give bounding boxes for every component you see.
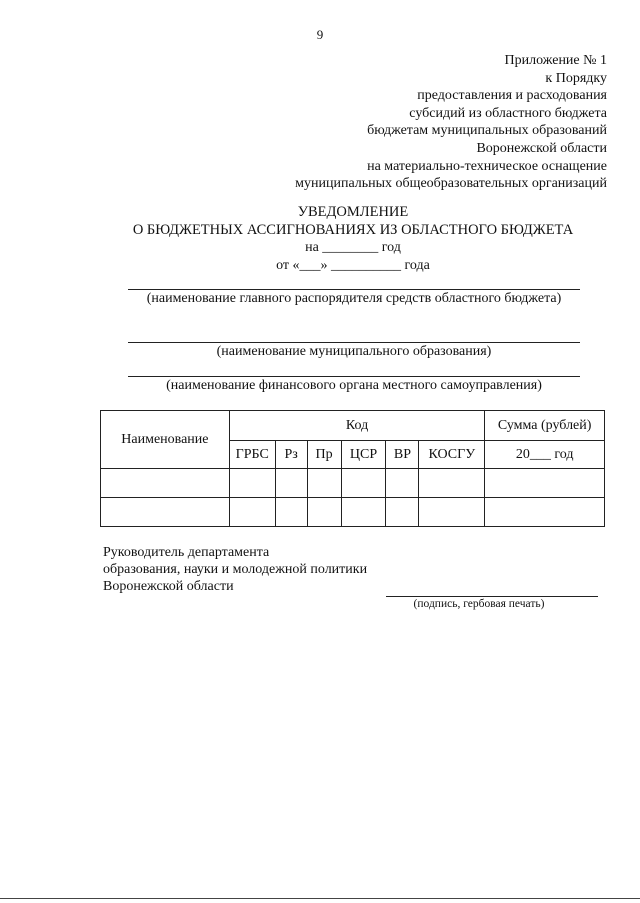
table-row: [101, 469, 605, 498]
appendix-line: Воронежской области: [476, 140, 607, 156]
document-subtitle: О БЮДЖЕТНЫХ АССИГНОВАНИЯХ ИЗ ОБЛАСТНОГО БЮДЖЕТА: [132, 221, 574, 238]
table-cell: [485, 469, 605, 498]
date-line: от «___» __________ года: [276, 257, 430, 273]
municipality-blank-line: [128, 342, 580, 343]
appendix-line: предоставления и расходования: [417, 88, 607, 104]
code-col-vr: ВР: [386, 441, 419, 469]
code-col-grbs: ГРБС: [229, 441, 275, 469]
table-cell: [386, 469, 419, 498]
table-cell: [229, 498, 275, 527]
year-line: на ________ год: [305, 240, 401, 255]
signer-line: образования, науки и молодежной политики: [103, 562, 368, 577]
code-col-csr: ЦСР: [341, 441, 386, 469]
code-col-pr: Пр: [307, 441, 341, 469]
table-cell: [485, 498, 605, 527]
table-cell: [229, 469, 275, 498]
table-cell: [307, 469, 341, 498]
table-cell: [275, 469, 307, 498]
table-cell: [341, 469, 386, 498]
table-cell: [275, 498, 307, 527]
appendix-block: [295, 52, 607, 193]
table-cell: [101, 469, 230, 498]
document-title: УВЕДОМЛЕНИЕ: [297, 204, 409, 220]
appendix-line: Приложение № 1: [504, 53, 607, 68]
signature-block: [103, 544, 367, 595]
appendix-line: к Порядку: [545, 70, 607, 86]
municipality-caption: (наименование муниципального образования): [216, 344, 492, 359]
table-cell: [419, 469, 485, 498]
table-cell: [307, 498, 341, 527]
appendix-line: на материально-техническое оснащение: [367, 158, 607, 174]
year-header: 20___ год: [485, 441, 605, 469]
code-col-kosgu: КОСГУ: [419, 441, 485, 469]
finance-body-caption: (наименование финансового органа местного самоуправления): [166, 378, 542, 393]
signature-blank-line: [386, 596, 598, 597]
code-col-rz: Рз: [275, 441, 307, 469]
signature-caption: (подпись, гербовая печать): [413, 598, 545, 610]
finance-body-blank-line: [128, 376, 580, 377]
appendix-line: муниципальных общеобразовательных организаций: [295, 176, 607, 192]
sum-header: Сумма (рублей): [485, 411, 605, 441]
table-row: [101, 498, 605, 527]
table-cell: [101, 498, 230, 527]
document-heading: [0, 204, 640, 274]
signer-line: Руководитель департамента: [103, 545, 270, 560]
distributor-blank-line: [128, 289, 580, 290]
page-number: 9: [316, 27, 324, 42]
code-header: Код: [229, 411, 485, 441]
appropriations-table: [100, 410, 605, 527]
signer-line: Воронежской области: [103, 579, 234, 594]
appendix-line: субсидий из областного бюджета: [409, 105, 607, 121]
name-header: Наименование: [101, 411, 230, 469]
page-bottom-edge: [0, 898, 640, 899]
distributor-caption: (наименование главного распорядителя средств областного бюджета): [146, 291, 562, 306]
table-cell: [341, 498, 386, 527]
appendix-line: бюджетам муниципальных образований: [367, 123, 607, 139]
table-cell: [419, 498, 485, 527]
table-cell: [386, 498, 419, 527]
